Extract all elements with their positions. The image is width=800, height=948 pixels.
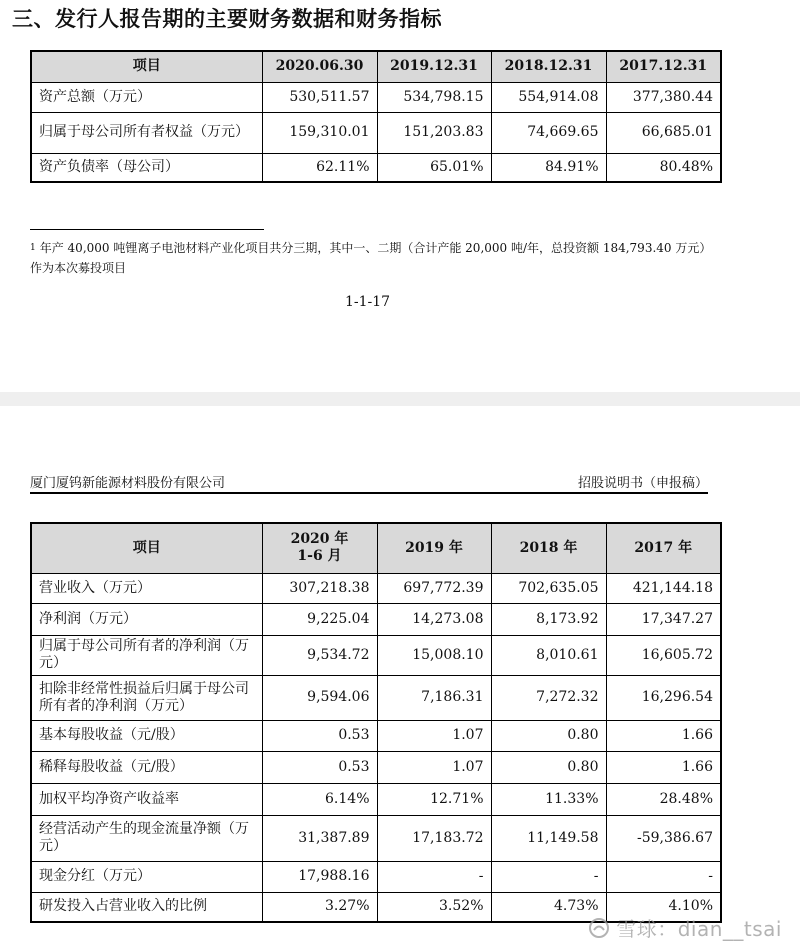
footnote-marker: 1 [30,243,36,253]
income-metrics-table [30,522,722,923]
row-label: 经营活动产生的现金流量净额（万元） [31,815,262,861]
table-cell: 14,273.08 [377,603,491,635]
row-label: 稀释每股收益（元/股） [31,751,262,783]
page-number: 1-1-17 [345,294,391,310]
footnote-text: 年产 40,000 吨锂离子电池材料产业化项目共分三期，其中一、二期（合计产能 20,000 吨/年，总投资额 184,793.40 万元）作为本次募投项目 [30,241,706,275]
table-cell: 1.07 [377,751,491,783]
table-cell: 9,225.04 [262,603,377,635]
row-label: 现金分红（万元） [31,861,262,892]
table-header-row [31,51,721,82]
column-header-line: 1-6 月 [297,548,342,565]
table-header-row [31,523,721,573]
table-cell: 74,669.65 [491,112,606,153]
document-page-upper [0,0,800,392]
row-label: 归属于母公司所有者权益（万元） [31,112,262,153]
column-header: 项目 [31,523,262,573]
row-label: 资产总额（万元） [31,82,262,112]
table-cell: 421,144.18 [606,573,721,603]
table-cell: 151,203.83 [377,112,491,153]
table-cell: 80.48% [606,153,721,182]
table-row [31,861,721,892]
table-cell: 0.53 [262,720,377,751]
table-cell: 62.11% [262,153,377,182]
table-cell: 7,186.31 [377,675,491,720]
column-header: 2018 年 [491,523,606,573]
table-cell: 530,511.57 [262,82,377,112]
table-cell: 17,988.16 [262,861,377,892]
table-cell: 16,296.54 [606,675,721,720]
column-header: 项目 [31,51,262,82]
table-cell: 65.01% [377,153,491,182]
table-row [31,675,721,720]
running-header-doc-type: 招股说明书（申报稿） [577,476,708,491]
page-separator [0,392,800,406]
table-row [31,720,721,751]
document-page-lower [0,406,800,948]
watermark [588,913,782,942]
row-label: 资产负债率（母公司） [31,153,262,182]
table-cell: 0.80 [491,751,606,783]
table-cell: 31,387.89 [262,815,377,861]
table-cell: 15,008.10 [377,635,491,675]
table-row [31,751,721,783]
table-cell: 0.53 [262,751,377,783]
column-header: 2017.12.31 [606,51,721,82]
table-cell: 3.52% [377,892,491,922]
table-cell: 9,594.06 [262,675,377,720]
table-cell: 11.33% [491,783,606,815]
section-title: 三、发行人报告期的主要财务数据和财务指标 [12,7,442,31]
table-row [31,112,721,153]
table-cell: 702,635.05 [491,573,606,603]
column-header [262,523,377,573]
table-cell: 7,272.32 [491,675,606,720]
table-cell: - [491,861,606,892]
table-cell: 1.66 [606,720,721,751]
table-cell: 4.73% [491,892,606,922]
running-header-company: 厦门厦钨新能源材料股份有限公司 [30,476,226,491]
table-cell: 12.71% [377,783,491,815]
table-cell: 9,534.72 [262,635,377,675]
table-cell: 8,173.92 [491,603,606,635]
column-header: 2018.12.31 [491,51,606,82]
table-cell: 554,914.08 [491,82,606,112]
table-row [31,603,721,635]
column-header: 2017 年 [606,523,721,573]
table-cell: 66,685.01 [606,112,721,153]
table-cell: 534,798.15 [377,82,491,112]
table-cell: 307,218.38 [262,573,377,603]
row-label: 营业收入（万元） [31,573,262,603]
balance-sheet-table [30,50,722,183]
table-cell: 0.80 [491,720,606,751]
snowball-logo-icon [588,917,610,939]
row-label: 研发投入占营业收入的比例 [31,892,262,922]
table-cell: 1.66 [606,751,721,783]
table-row [31,82,721,112]
table-cell: 3.27% [262,892,377,922]
table-cell: 8,010.61 [491,635,606,675]
table-row [31,573,721,603]
header-divider [30,492,708,494]
table-cell: 28.48% [606,783,721,815]
row-label: 加权平均净资产收益率 [31,783,262,815]
table-cell: 16,605.72 [606,635,721,675]
row-label: 基本每股收益（元/股） [31,720,262,751]
table-cell: 6.14% [262,783,377,815]
column-header-line: 2020 年 [290,531,349,548]
row-label: 净利润（万元） [31,603,262,635]
column-header: 2019.12.31 [377,51,491,82]
table-cell: 11,149.58 [491,815,606,861]
table-cell: 84.91% [491,153,606,182]
table-row [31,153,721,182]
table-cell: 377,380.44 [606,82,721,112]
row-label: 扣除非经常性损益后归属于母公司所有者的净利润（万元） [31,675,262,720]
table-cell: 17,347.27 [606,603,721,635]
table-cell: - [606,861,721,892]
row-label: 归属于母公司所有者的净利润（万元） [31,635,262,675]
table-cell: 4.10% [606,892,721,922]
footnote-divider [30,229,264,230]
table-cell: -59,386.67 [606,815,721,861]
column-header: 2019 年 [377,523,491,573]
column-header: 2020.06.30 [262,51,377,82]
table-row [31,815,721,861]
table-cell: 1.07 [377,720,491,751]
table-cell: 697,772.39 [377,573,491,603]
table-row [31,635,721,675]
table-cell: 17,183.72 [377,815,491,861]
table-row [31,783,721,815]
footnote [30,238,710,278]
table-cell: - [377,861,491,892]
watermark-text: 雪球：dian__tsai [616,917,782,941]
table-cell: 159,310.01 [262,112,377,153]
